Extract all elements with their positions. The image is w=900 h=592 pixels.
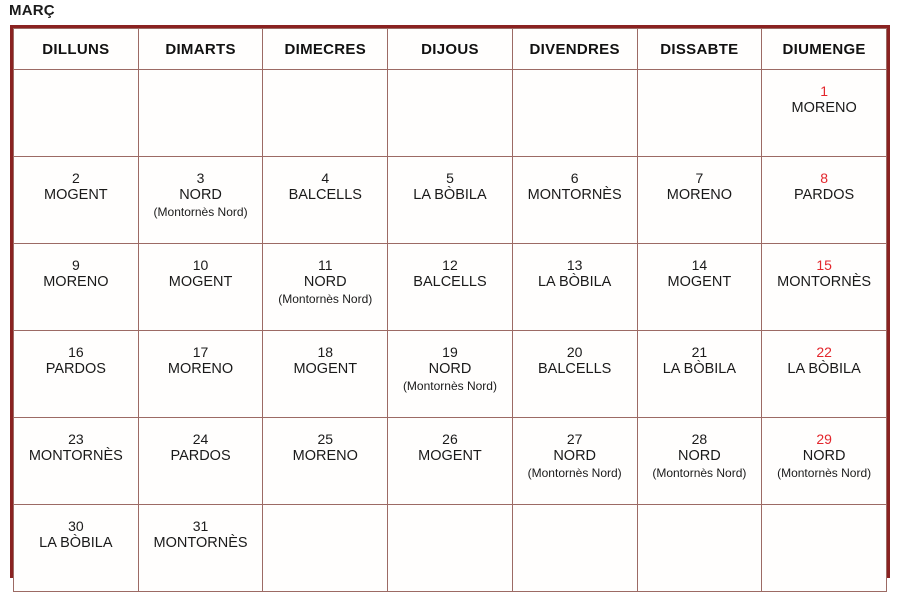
calendar-day-cell[interactable] <box>263 418 388 505</box>
day-cell-content <box>513 418 637 480</box>
calendar-day-cell[interactable] <box>512 157 637 244</box>
day-zone-sublabel: (Montornès Nord) <box>527 465 622 480</box>
day-zone-label: NORD <box>802 448 846 465</box>
calendar-day-cell[interactable] <box>263 244 388 331</box>
day-zone-sublabel: (Montornès Nord) <box>278 291 373 306</box>
day-zone-label: PARDOS <box>45 361 106 378</box>
day-zone-label: PARDOS <box>170 448 231 465</box>
day-cell-content <box>263 244 387 306</box>
day-number: 24 <box>192 431 209 447</box>
day-cell-content <box>139 157 263 219</box>
day-cell-content <box>139 244 263 292</box>
day-cell-content <box>762 331 886 379</box>
calendar-day-cell[interactable] <box>263 331 388 418</box>
calendar-table <box>13 28 887 592</box>
calendar-container <box>10 25 890 578</box>
day-zone-label: NORD <box>428 361 472 378</box>
day-number: 29 <box>816 431 832 447</box>
day-cell-content <box>14 331 138 379</box>
day-number: 19 <box>442 344 458 360</box>
calendar-week-row <box>14 244 887 331</box>
day-number: 31 <box>192 518 209 534</box>
weekday-header-dimarts: DIMARTS <box>138 29 263 70</box>
day-number: 2 <box>71 170 80 186</box>
day-zone-label: LA BÒBILA <box>39 535 113 552</box>
calendar-day-cell[interactable] <box>637 157 762 244</box>
calendar-empty-cell <box>14 70 139 157</box>
calendar-week-row <box>14 331 887 418</box>
day-number: 4 <box>321 170 330 186</box>
weekday-header-dilluns: DILLUNS <box>14 29 139 70</box>
day-number: 7 <box>695 170 704 186</box>
day-zone-sublabel: (Montornès Nord) <box>777 465 872 480</box>
calendar-empty-cell <box>637 505 762 592</box>
calendar-day-cell[interactable] <box>14 505 139 592</box>
calendar-day-cell[interactable] <box>637 418 762 505</box>
calendar-day-cell[interactable] <box>138 157 263 244</box>
day-cell-content <box>388 331 512 393</box>
calendar-day-cell[interactable] <box>388 331 513 418</box>
day-cell-content <box>14 157 138 205</box>
calendar-day-cell[interactable] <box>762 157 887 244</box>
calendar-day-cell[interactable] <box>14 331 139 418</box>
day-number: 10 <box>192 257 209 273</box>
day-zone-label: MOGENT <box>168 274 233 291</box>
day-number: 13 <box>566 257 583 273</box>
weekday-header-dimecres: DIMECRES <box>263 29 388 70</box>
day-zone-sublabel: (Montornès Nord) <box>153 204 248 219</box>
calendar-day-cell[interactable] <box>637 244 762 331</box>
day-zone-label: MORENO <box>791 100 857 117</box>
calendar-day-cell[interactable] <box>263 157 388 244</box>
day-zone-label: MOGENT <box>667 274 732 291</box>
day-zone-label: NORD <box>678 448 721 465</box>
calendar-day-cell[interactable] <box>388 418 513 505</box>
day-cell-content <box>513 331 637 379</box>
day-cell-content <box>14 505 138 553</box>
day-zone-label: LA BÒBILA <box>662 361 737 378</box>
calendar-header-row <box>14 29 887 70</box>
calendar-day-cell[interactable] <box>512 418 637 505</box>
day-number: 15 <box>816 257 832 273</box>
day-cell-content <box>513 244 637 292</box>
day-number: 1 <box>820 83 828 99</box>
day-number: 3 <box>196 170 205 186</box>
day-cell-content <box>263 157 387 205</box>
calendar-day-cell[interactable] <box>14 244 139 331</box>
calendar-day-cell[interactable] <box>388 244 513 331</box>
day-zone-label: MOGENT <box>44 187 108 204</box>
day-zone-label: MONTORNÈS <box>153 535 248 552</box>
day-number: 25 <box>317 431 334 447</box>
day-zone-label: BALCELLS <box>413 274 487 291</box>
day-zone-label: BALCELLS <box>288 187 362 204</box>
day-cell-content <box>638 418 762 480</box>
weekday-header-row <box>14 29 887 70</box>
day-zone-label: LA BÒBILA <box>537 274 612 291</box>
day-number: 16 <box>68 344 84 360</box>
day-zone-label: MORENO <box>666 187 732 204</box>
calendar-day-cell[interactable] <box>138 331 263 418</box>
calendar-day-cell[interactable] <box>512 331 637 418</box>
day-cell-content <box>762 70 886 118</box>
calendar-day-cell[interactable] <box>14 418 139 505</box>
calendar-empty-cell <box>762 505 887 592</box>
day-cell-content <box>263 418 387 466</box>
day-cell-content <box>638 157 762 205</box>
day-zone-label: MORENO <box>292 448 358 465</box>
day-number: 11 <box>317 257 333 273</box>
calendar-day-cell[interactable] <box>762 70 887 157</box>
weekday-header-dissabte: DISSABTE <box>637 29 762 70</box>
day-cell-content <box>263 331 387 379</box>
day-number: 18 <box>317 344 334 360</box>
day-cell-content <box>14 418 138 466</box>
day-number: 8 <box>820 170 828 186</box>
day-cell-content <box>762 157 886 205</box>
calendar-week-row <box>14 505 887 592</box>
day-cell-content <box>388 418 512 466</box>
day-zone-label: LA BÒBILA <box>413 187 487 204</box>
day-number: 5 <box>446 170 454 186</box>
calendar-empty-cell <box>637 70 762 157</box>
day-zone-label: MONTORNÈS <box>527 187 622 204</box>
day-zone-label: MONTORNÈS <box>777 274 872 291</box>
calendar-day-cell[interactable] <box>762 418 887 505</box>
day-zone-label: PARDOS <box>794 187 855 204</box>
day-cell-content <box>139 331 263 379</box>
day-zone-label: BALCELLS <box>537 361 612 378</box>
calendar-day-cell[interactable] <box>138 505 263 592</box>
calendar-week-row <box>14 70 887 157</box>
day-number: 30 <box>68 518 84 534</box>
day-number: 9 <box>71 257 80 273</box>
day-number: 14 <box>691 257 708 273</box>
day-zone-label: MOGENT <box>293 361 358 378</box>
calendar-week-row <box>14 157 887 244</box>
day-zone-sublabel: (Montornès Nord) <box>652 465 747 480</box>
calendar-empty-cell <box>512 70 637 157</box>
day-cell-content <box>638 244 762 292</box>
day-zone-label: NORD <box>303 274 347 291</box>
calendar-day-cell[interactable] <box>138 418 263 505</box>
day-number: 26 <box>442 431 458 447</box>
calendar-day-cell[interactable] <box>512 244 637 331</box>
day-cell-content <box>638 331 762 379</box>
day-number: 21 <box>691 344 708 360</box>
day-number: 20 <box>566 344 583 360</box>
day-number: 27 <box>566 431 583 447</box>
day-zone-label: NORD <box>553 448 597 465</box>
day-cell-content <box>14 244 138 292</box>
page-title: MARÇ <box>9 2 55 19</box>
day-cell-content <box>762 418 886 480</box>
calendar-day-cell[interactable] <box>14 157 139 244</box>
weekday-header-dijous: DIJOUS <box>388 29 513 70</box>
day-cell-content <box>388 244 512 292</box>
day-cell-content <box>139 418 263 466</box>
day-zone-label: MOGENT <box>418 448 482 465</box>
day-number: 28 <box>691 431 708 447</box>
calendar-body <box>14 70 887 592</box>
day-cell-content <box>513 157 637 205</box>
day-zone-label: MORENO <box>43 274 109 291</box>
calendar-day-cell[interactable] <box>762 331 887 418</box>
day-zone-label: LA BÒBILA <box>787 361 861 378</box>
day-number: 6 <box>570 170 579 186</box>
calendar-week-row <box>14 418 887 505</box>
day-zone-label: MORENO <box>167 361 234 378</box>
calendar-empty-cell <box>512 505 637 592</box>
day-zone-label: NORD <box>179 187 222 204</box>
day-number: 23 <box>68 431 84 447</box>
day-number: 12 <box>442 257 458 273</box>
day-number: 17 <box>192 344 209 360</box>
calendar-day-cell[interactable] <box>637 331 762 418</box>
calendar-empty-cell <box>388 505 513 592</box>
day-cell-content <box>139 505 263 553</box>
day-zone-sublabel: (Montornès Nord) <box>402 378 497 393</box>
calendar-day-cell[interactable] <box>762 244 887 331</box>
calendar-empty-cell <box>388 70 513 157</box>
weekday-header-divendres: DIVENDRES <box>512 29 637 70</box>
weekday-header-diumenge: DIUMENGE <box>762 29 887 70</box>
day-cell-content <box>388 157 512 205</box>
calendar-empty-cell <box>263 505 388 592</box>
day-number: 22 <box>816 344 832 360</box>
calendar-day-cell[interactable] <box>388 157 513 244</box>
day-zone-label: MONTORNÈS <box>28 448 123 465</box>
day-cell-content <box>762 244 886 292</box>
calendar-empty-cell <box>138 70 263 157</box>
calendar-day-cell[interactable] <box>138 244 263 331</box>
calendar-empty-cell <box>263 70 388 157</box>
